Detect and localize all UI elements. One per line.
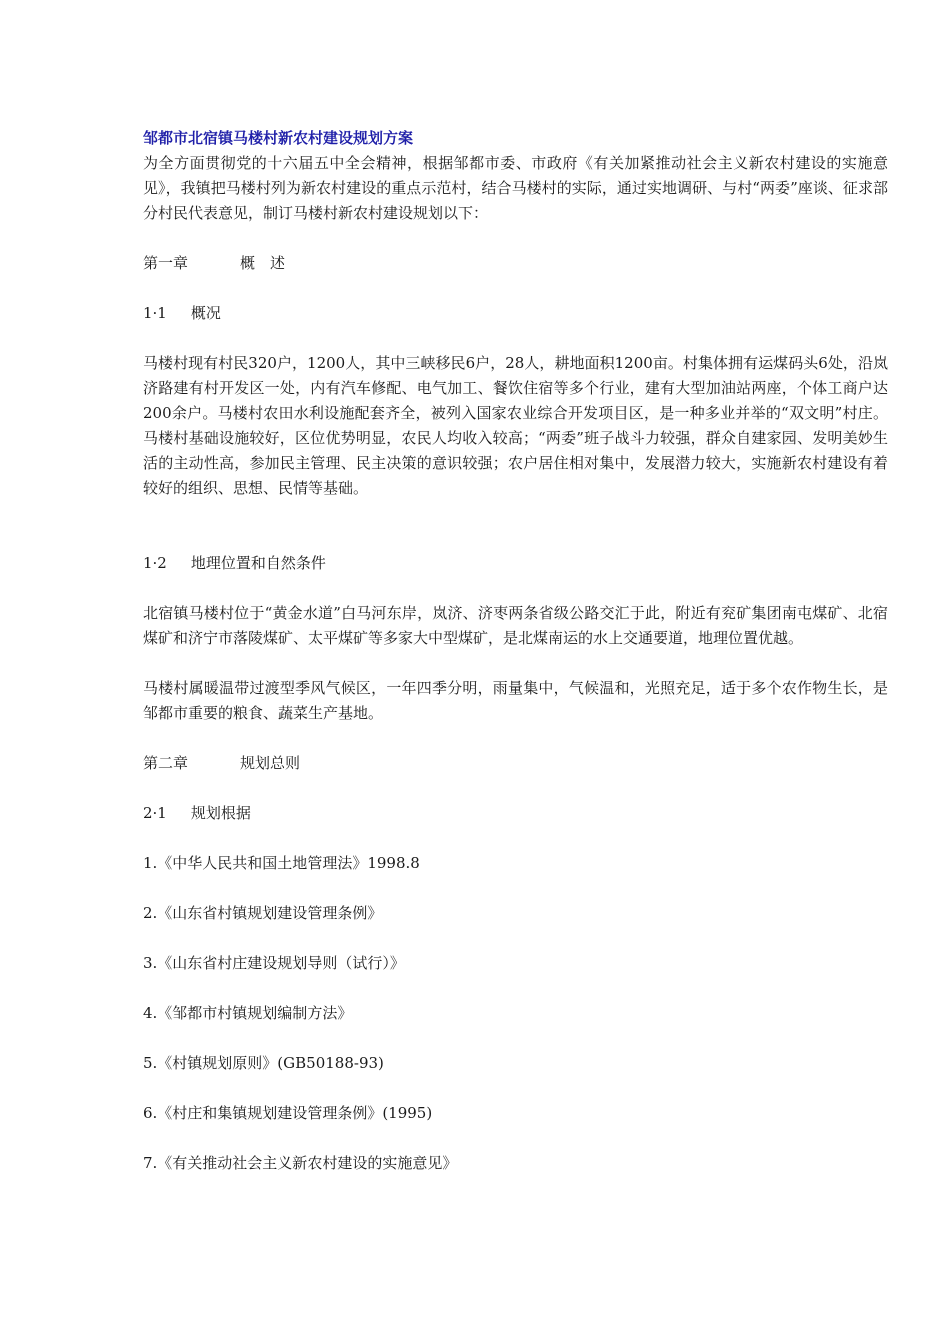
section-1-1-number: 1·1 [143,304,167,322]
document-title: 邹都市北宿镇马楼村新农村建设规划方案 [143,129,414,147]
section-1-1-heading [143,301,888,326]
section-2-1-title: 规划根据 [190,804,251,822]
section-1-2-body-2: 马楼村属暖温带过渡型季风气候区，一年四季分明，雨量集中，气候温和，光照充足，适于多个农作物生长，是邹都市重要的粮食、蔬菜生产基地。 [143,679,888,722]
section-1-2-title: 地理位置和自然条件 [190,554,326,572]
reference-item: 1.《中华人民共和国土地管理法》1998.8 [143,854,420,872]
section-1-2-body-1: 北宿镇马楼村位于“黄金水道”白马河东岸，岚济、济枣两条省级公路交汇于此，附近有兖矿集团南屯煤矿、北宿煤矿和济宁市落陵煤矿、太平煤矿等多家大中型煤矿，是北煤南运的水上交通要道，地理位置优越。 [143,604,888,647]
chapter-2-number: 第二章 [143,754,189,772]
reference-item: 2.《山东省村镇规划建设管理条例》 [143,904,383,922]
reference-item: 7.《有关推动社会主义新农村建设的实施意见》 [143,1154,458,1172]
chapter-1-title: 概 述 [240,254,286,272]
section-1-2-heading [143,551,888,576]
section-1-1-body: 马楼村现有村民320户，1200人，其中三峡移民6户，28人，耕地面积1200亩。村集体拥有运煤码头6处，沿岚济路建有村开发区一处，内有汽车修配、电气加工、餐饮住宿等多个行业，建有大型加油站两座，个体工商户达200余户。马楼村农田水利设施配套齐全，被列入国家农业综合开发项目区，是一种多业并举的“双文明”村庄。马楼村基础设施较好，区位优势明显，农民人均收入较高；“两委”班子战斗力较强，群众自建家园、发明美妙生活的主动性高，参加民主管理、民主决策的意识较强；农户居住相对集中，发展潜力较大，实施新农村建设有着较好的组织、思想、民情等基础。 [143,354,888,497]
section-2-1-heading [143,801,888,826]
chapter-2-heading [143,751,888,776]
reference-item: 6.《村庄和集镇规划建设管理条例》(1995) [143,1104,433,1122]
reference-item: 3.《山东省村庄建设规划导则（试行）》 [143,954,405,972]
section-1-2-number: 1·2 [143,554,167,572]
section-1-1-title: 概况 [190,304,221,322]
document-page [143,126,888,1201]
intro-paragraph: 为全方面贯彻党的十六届五中全会精神，根据邹都市委、市政府《有关加紧推动社会主义新农村建设的实施意见》，我镇把马楼村列为新农村建设的重点示范村，结合马楼村的实际，通过实地调研、与村“两委”座谈、征求部分村民代表意见，制订马楼村新农村建设规划以下： [143,154,888,222]
chapter-2-title: 规划总则 [240,754,301,772]
section-2-1-number: 2·1 [143,804,167,822]
reference-item: 5.《村镇规划原则》(GB50188-93) [143,1054,384,1072]
chapter-1-heading [143,251,888,276]
chapter-1-number: 第一章 [143,254,189,272]
reference-item: 4.《邹都市村镇规划编制方法》 [143,1004,353,1022]
